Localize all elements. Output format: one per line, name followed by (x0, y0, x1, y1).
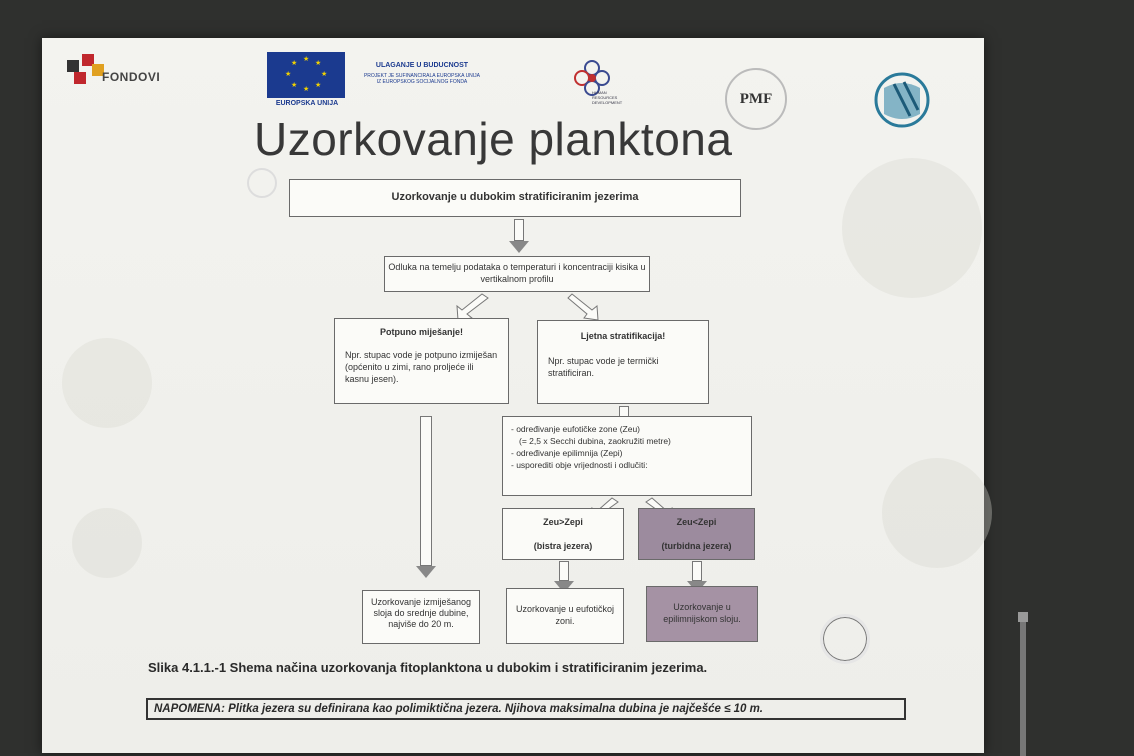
clear-condition: Zeu>Zepi (543, 517, 583, 527)
pmf-text: PMF (739, 91, 773, 107)
ulaganje-subtitle: PROJEKT JE SUFINANCIRALA EUROPSKA UNIJA IZ EUROPSKOG SOCIJALNOG FONDA (363, 73, 481, 85)
stratification-text: Npr. stupac vode je termički stratificiran. (548, 356, 659, 378)
ulaganje-logo (362, 62, 482, 85)
full-mixing-text: Npr. stupac vode je potpuno izmiješan (općenito u zimi, rano proljeće ili kasnu jesen). (345, 350, 498, 384)
fondovi-text: FONDOVI (102, 70, 161, 84)
university-logo (874, 70, 934, 130)
turbid-condition: Zeu<Zepi (676, 517, 717, 527)
stand-cap (1018, 612, 1028, 622)
step-item (511, 435, 743, 447)
turbid-lakes-box (638, 508, 755, 560)
arrow-left-long (420, 416, 432, 566)
arrow-turbid (692, 561, 702, 581)
arrow-clear (559, 561, 569, 581)
arrow-left-long-head (416, 566, 436, 578)
step-text: usporediti obje vrijednosti i odlučiti: (516, 460, 648, 470)
outcome-euphotic-zone: Uzorkovanje u eufotičkoj zoni. (506, 588, 624, 644)
outcome-mixed-layer: Uzorkovanje izmiješanog sloja do srednje dubine, najviše do 20 m. (362, 590, 480, 644)
clear-lakes-box (502, 508, 624, 560)
step-text: određivanje epilimnija (Zepi) (516, 448, 623, 458)
eu-logo (267, 52, 347, 110)
top-box: Uzorkovanje u dubokim stratificiranim jezerima (289, 179, 741, 217)
pointer-ring-icon (247, 168, 277, 198)
fondovi-logo (62, 48, 172, 88)
stand-pole (1020, 618, 1026, 756)
arrow-top (514, 219, 524, 241)
full-mixing-title: Potpuno miješanje! (379, 327, 463, 337)
university-emblem-icon (874, 70, 934, 130)
slide-title: Uzorkovanje planktona (254, 113, 733, 165)
ulaganje-title: ULAGANJE U BUDUCNOST (375, 62, 469, 69)
pmf-logo (725, 68, 787, 130)
stratification-title: Ljetna stratifikacija! (580, 331, 666, 341)
steps-box (502, 416, 752, 496)
outcome-epilimnion: Uzorkovanje u epilimnijskom sloju. (646, 586, 758, 642)
figure-caption: Slika 4.1.1.-1 Shema načina uzorkovanja fitoplanktona u dubokim i stratificiranim jezerima. (148, 660, 708, 675)
clear-label: (bistra jezera) (533, 541, 593, 551)
turbid-label: (turbidna jezera) (661, 541, 732, 551)
summer-stratification-box (537, 320, 709, 404)
decision-box: Odluka na temelju podataka o temperaturi i koncentraciji kisika u vertikalnom profilu (384, 256, 650, 292)
arrow-top-head (509, 241, 529, 253)
note-box: NAPOMENA: Plitka jezera su definirana kao polimiktična jezera. Njihova maksimalna dubina je najčešće ≤ 10 m. (146, 698, 906, 720)
pointer-ring-icon (820, 614, 870, 664)
projection-screen (42, 38, 984, 753)
step-item: - određivanje eufotičke zone (Zeu) (511, 424, 640, 434)
full-mixing-box (334, 318, 509, 404)
step-item: - usporediti obje vrijednosti i odlučiti: (511, 460, 648, 470)
eu-flag-icon: ★ ★ ★ ★ ★ ★ ★ ★ (267, 52, 345, 98)
step-text: određivanje eufotičke zone (Zeu) (516, 424, 640, 434)
hrd-logo (572, 58, 632, 118)
step-text: (= 2,5 x Secchi dubina, zaokružiti metre) (519, 436, 671, 446)
step-item: - određivanje epilimnija (Zepi) (511, 448, 623, 458)
eu-label: EUROPSKA UNIJA (275, 100, 339, 107)
hrd-text: HUMAN RESOURCES DEVELOPMENT (592, 90, 623, 105)
